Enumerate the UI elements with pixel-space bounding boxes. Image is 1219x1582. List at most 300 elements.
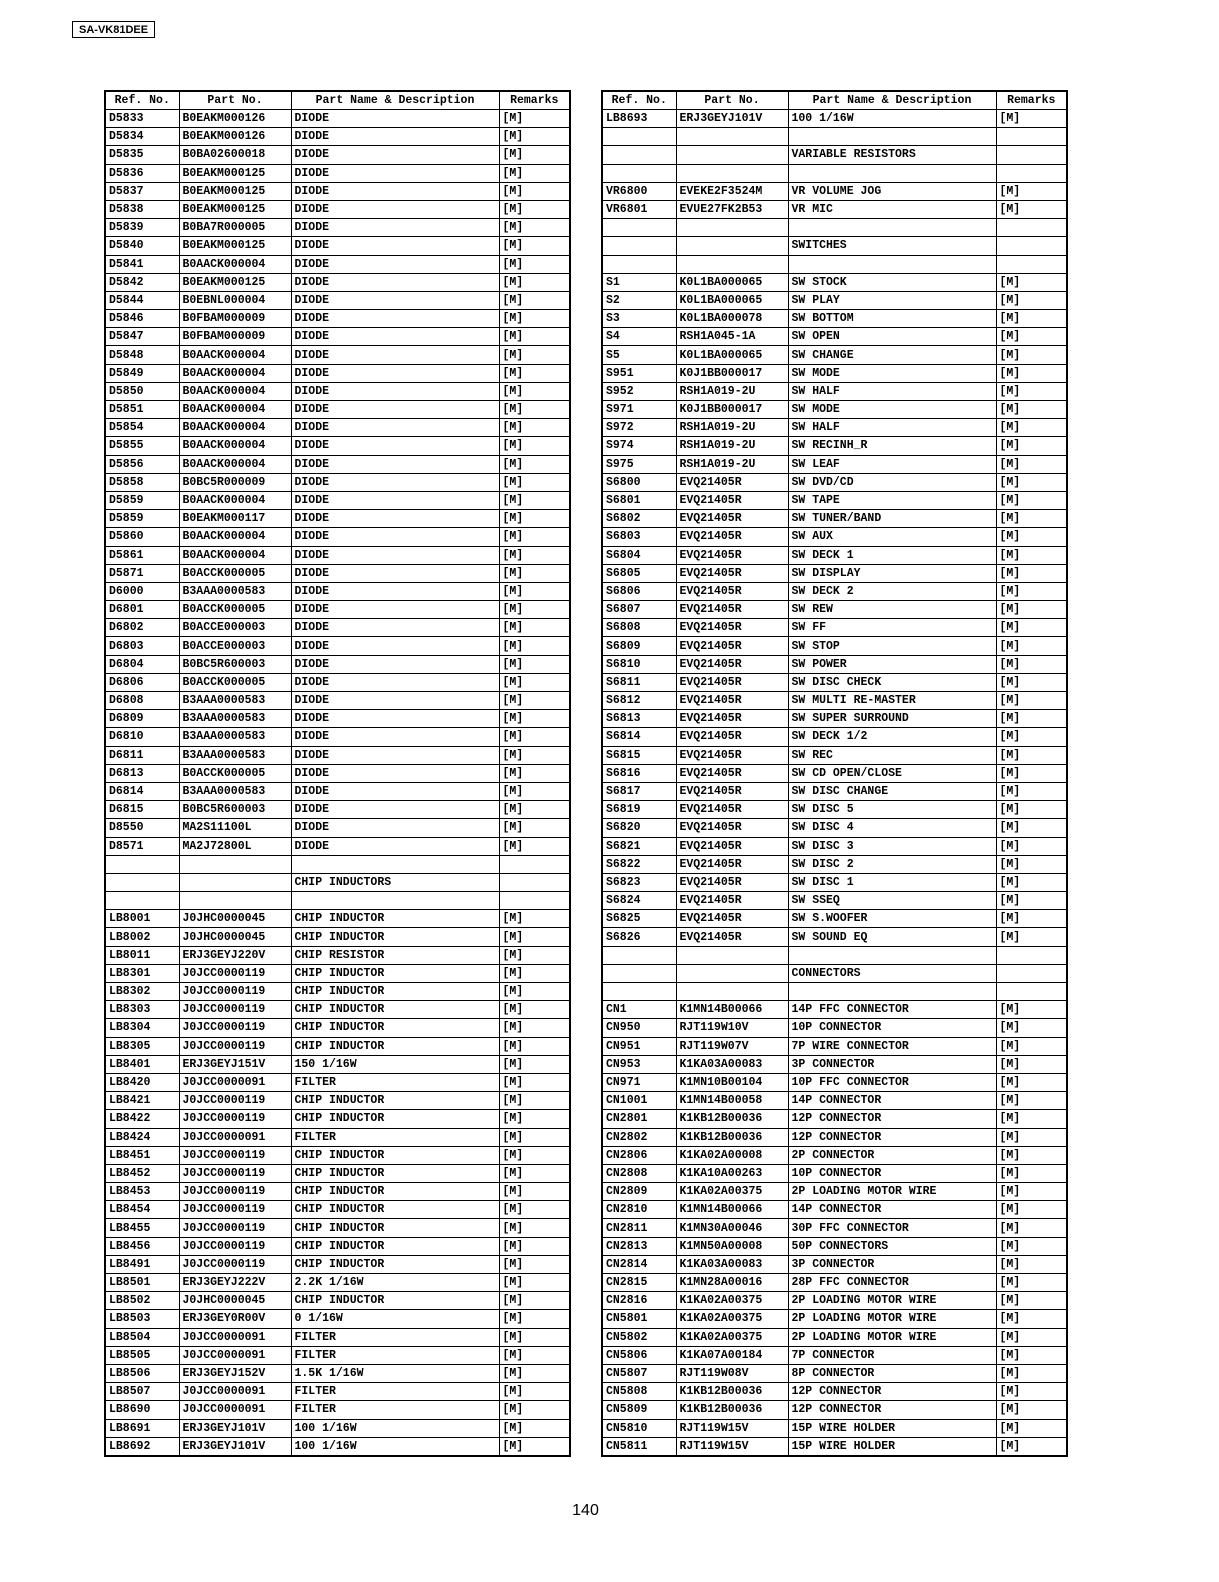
- remarks-cell: [M]: [996, 728, 1067, 746]
- description-cell: DIODE: [291, 582, 499, 600]
- part-no-cell: B0EAKM000125: [179, 237, 291, 255]
- description-cell: 14P CONNECTOR: [788, 1201, 996, 1219]
- part-no-cell: K1KB12B00036: [676, 1401, 788, 1419]
- table-row: [105, 528, 570, 546]
- description-cell: DIODE: [291, 437, 499, 455]
- description-cell: DIODE: [291, 146, 499, 164]
- description-cell: DIODE: [291, 473, 499, 491]
- table-row: [602, 146, 1067, 164]
- table-row: [105, 273, 570, 291]
- remarks-cell: [M]: [996, 1037, 1067, 1055]
- description-cell: 150 1/16W: [291, 1055, 499, 1073]
- description-cell: SW REW: [788, 601, 996, 619]
- table-row: [105, 219, 570, 237]
- remarks-cell: [M]: [996, 819, 1067, 837]
- remarks-cell: [M]: [996, 419, 1067, 437]
- remarks-cell: [M]: [499, 128, 570, 146]
- table-row: [602, 1128, 1067, 1146]
- part-no-cell: B0ACCE000003: [179, 637, 291, 655]
- part-no-cell: EVQ21405R: [676, 655, 788, 673]
- description-cell: VR MIC: [788, 200, 996, 218]
- remarks-cell: [M]: [499, 364, 570, 382]
- ref-no-cell: D6804: [105, 655, 179, 673]
- description-cell: SW DISC CHANGE: [788, 782, 996, 800]
- remarks-cell: [M]: [499, 964, 570, 982]
- ref-no-cell: CN5806: [602, 1346, 676, 1364]
- ref-no-cell: CN2814: [602, 1255, 676, 1273]
- table-row: [105, 637, 570, 655]
- table-row: [602, 983, 1067, 1001]
- remarks-cell: [M]: [996, 437, 1067, 455]
- table-row: [105, 1237, 570, 1255]
- remarks-cell: [M]: [996, 1073, 1067, 1091]
- part-no-cell: J0JCC0000119: [179, 1146, 291, 1164]
- description-cell: SW TAPE: [788, 491, 996, 509]
- part-no-cell: B0AACK000004: [179, 364, 291, 382]
- ref-no-cell: LB8507: [105, 1383, 179, 1401]
- table-row: [602, 964, 1067, 982]
- remarks-cell: [996, 128, 1067, 146]
- table-row: [105, 1092, 570, 1110]
- table-row: [602, 164, 1067, 182]
- remarks-cell: [499, 855, 570, 873]
- description-cell: CHIP INDUCTORS: [291, 873, 499, 891]
- description-cell: DIODE: [291, 801, 499, 819]
- ref-no-cell: CN2810: [602, 1201, 676, 1219]
- table-row: [105, 110, 570, 128]
- table-row: [602, 346, 1067, 364]
- part-no-cell: RJT119W10V: [676, 1019, 788, 1037]
- table-row: [105, 419, 570, 437]
- ref-no-cell: D5849: [105, 364, 179, 382]
- table-row: [602, 910, 1067, 928]
- remarks-cell: [M]: [996, 673, 1067, 691]
- table-row: [105, 928, 570, 946]
- remarks-cell: [M]: [499, 746, 570, 764]
- table-row: [105, 910, 570, 928]
- col-header-part-no: Part No.: [179, 91, 291, 110]
- part-no-cell: K1KA02A00375: [676, 1183, 788, 1201]
- remarks-cell: [M]: [996, 1237, 1067, 1255]
- remarks-cell: [M]: [499, 200, 570, 218]
- remarks-cell: [M]: [499, 1128, 570, 1146]
- description-cell: SW POWER: [788, 655, 996, 673]
- ref-no-cell: LB8304: [105, 1019, 179, 1037]
- description-cell: 2.2K 1/16W: [291, 1274, 499, 1292]
- part-no-cell: EVQ21405R: [676, 728, 788, 746]
- ref-no-cell: LB8693: [602, 110, 676, 128]
- ref-no-cell: S6814: [602, 728, 676, 746]
- table-row: [105, 582, 570, 600]
- description-cell: FILTER: [291, 1401, 499, 1419]
- description-cell: 30P FFC CONNECTOR: [788, 1219, 996, 1237]
- table-row: [602, 473, 1067, 491]
- part-no-cell: J0JCC0000091: [179, 1346, 291, 1364]
- remarks-cell: [M]: [499, 255, 570, 273]
- remarks-cell: [499, 892, 570, 910]
- description-cell: DIODE: [291, 673, 499, 691]
- part-no-cell: B0AACK000004: [179, 455, 291, 473]
- description-cell: 100 1/16W: [291, 1437, 499, 1456]
- part-no-cell: K0L1BA000065: [676, 273, 788, 291]
- part-no-cell: EVQ21405R: [676, 855, 788, 873]
- part-no-cell: B0AACK000004: [179, 401, 291, 419]
- remarks-cell: [M]: [996, 801, 1067, 819]
- remarks-cell: [M]: [996, 1201, 1067, 1219]
- table-row: [105, 673, 570, 691]
- part-no-cell: B0ACCK000005: [179, 601, 291, 619]
- description-cell: SW S.WOOFER: [788, 910, 996, 928]
- part-no-cell: EVQ21405R: [676, 473, 788, 491]
- part-no-cell: B0EAKM000125: [179, 182, 291, 200]
- part-no-cell: ERJ3GEYJ101V: [676, 110, 788, 128]
- remarks-cell: [M]: [996, 382, 1067, 400]
- table-row: [602, 1419, 1067, 1437]
- part-no-cell: J0JCC0000119: [179, 1201, 291, 1219]
- description-cell: SW DISC 2: [788, 855, 996, 873]
- description-cell: SW HALF: [788, 382, 996, 400]
- ref-no-cell: S6804: [602, 546, 676, 564]
- ref-no-cell: D5859: [105, 510, 179, 528]
- part-no-cell: RJT119W07V: [676, 1037, 788, 1055]
- ref-no-cell: D5842: [105, 273, 179, 291]
- table-row: [602, 619, 1067, 637]
- ref-no-cell: [105, 873, 179, 891]
- table-row: [105, 1219, 570, 1237]
- remarks-cell: [M]: [996, 510, 1067, 528]
- table-row: [105, 601, 570, 619]
- ref-no-cell: LB8422: [105, 1110, 179, 1128]
- table-row: [602, 1146, 1067, 1164]
- description-cell: 15P WIRE HOLDER: [788, 1437, 996, 1456]
- ref-no-cell: D6801: [105, 601, 179, 619]
- remarks-cell: [M]: [996, 491, 1067, 509]
- description-cell: SW TUNER/BAND: [788, 510, 996, 528]
- part-no-cell: B0AACK000004: [179, 255, 291, 273]
- description-cell: SW SOUND EQ: [788, 928, 996, 946]
- part-no-cell: [676, 128, 788, 146]
- table-row: [602, 692, 1067, 710]
- description-cell: SW DVD/CD: [788, 473, 996, 491]
- part-no-cell: B0AACK000004: [179, 528, 291, 546]
- table-row: [105, 1437, 570, 1456]
- ref-no-cell: S6825: [602, 910, 676, 928]
- remarks-cell: [M]: [996, 328, 1067, 346]
- remarks-cell: [996, 983, 1067, 1001]
- description-cell: SW PLAY: [788, 291, 996, 309]
- description-cell: DIODE: [291, 619, 499, 637]
- part-no-cell: EVQ21405R: [676, 928, 788, 946]
- table-row: [602, 873, 1067, 891]
- ref-no-cell: D6809: [105, 710, 179, 728]
- remarks-cell: [M]: [499, 1401, 570, 1419]
- remarks-cell: [M]: [499, 1419, 570, 1437]
- description-cell: FILTER: [291, 1346, 499, 1364]
- description-cell: DIODE: [291, 291, 499, 309]
- table-row: [602, 128, 1067, 146]
- remarks-cell: [M]: [996, 655, 1067, 673]
- ref-no-cell: CN951: [602, 1037, 676, 1055]
- ref-no-cell: LB8503: [105, 1310, 179, 1328]
- ref-no-cell: LB8421: [105, 1092, 179, 1110]
- description-cell: 10P FFC CONNECTOR: [788, 1073, 996, 1091]
- table-row: [105, 1419, 570, 1437]
- description-cell: DIODE: [291, 564, 499, 582]
- remarks-cell: [M]: [499, 164, 570, 182]
- ref-no-cell: D5844: [105, 291, 179, 309]
- remarks-cell: [M]: [499, 564, 570, 582]
- part-no-cell: B0BA7R000005: [179, 219, 291, 237]
- ref-no-cell: [602, 983, 676, 1001]
- part-no-cell: B0BA02600018: [179, 146, 291, 164]
- part-no-cell: [676, 983, 788, 1001]
- table-row: [602, 546, 1067, 564]
- description-cell: SW REC: [788, 746, 996, 764]
- part-no-cell: [676, 164, 788, 182]
- table-header-row: [602, 91, 1067, 110]
- remarks-cell: [M]: [499, 1146, 570, 1164]
- ref-no-cell: D5847: [105, 328, 179, 346]
- remarks-cell: [499, 873, 570, 891]
- part-no-cell: [676, 255, 788, 273]
- part-no-cell: K1MN28A00016: [676, 1274, 788, 1292]
- description-cell: DIODE: [291, 782, 499, 800]
- description-cell: DIODE: [291, 346, 499, 364]
- remarks-cell: [M]: [499, 382, 570, 400]
- table-row: [602, 710, 1067, 728]
- ref-no-cell: S971: [602, 401, 676, 419]
- ref-no-cell: VR6800: [602, 182, 676, 200]
- ref-no-cell: D6803: [105, 637, 179, 655]
- description-cell: CHIP INDUCTOR: [291, 983, 499, 1001]
- table-row: [602, 637, 1067, 655]
- ref-no-cell: D5855: [105, 437, 179, 455]
- ref-no-cell: D5871: [105, 564, 179, 582]
- part-no-cell: ERJ3GEYJ151V: [179, 1055, 291, 1073]
- table-row: [105, 1292, 570, 1310]
- ref-no-cell: LB8455: [105, 1219, 179, 1237]
- remarks-cell: [M]: [996, 1146, 1067, 1164]
- table-row: [105, 964, 570, 982]
- ref-no-cell: S6801: [602, 491, 676, 509]
- part-no-cell: K1MN14B00058: [676, 1092, 788, 1110]
- ref-no-cell: [602, 964, 676, 982]
- remarks-cell: [M]: [499, 146, 570, 164]
- table-row: [105, 346, 570, 364]
- part-no-cell: B0AACK000004: [179, 419, 291, 437]
- part-no-cell: J0JCC0000119: [179, 1237, 291, 1255]
- ref-no-cell: S6822: [602, 855, 676, 873]
- ref-no-cell: [105, 892, 179, 910]
- description-cell: SW AUX: [788, 528, 996, 546]
- ref-no-cell: S6812: [602, 692, 676, 710]
- description-cell: CHIP INDUCTOR: [291, 964, 499, 982]
- remarks-cell: [M]: [996, 910, 1067, 928]
- ref-no-cell: D6815: [105, 801, 179, 819]
- part-no-cell: K1MN14B00066: [676, 1201, 788, 1219]
- remarks-cell: [M]: [499, 946, 570, 964]
- table-row: [105, 328, 570, 346]
- remarks-cell: [M]: [996, 364, 1067, 382]
- description-cell: DIODE: [291, 455, 499, 473]
- table-row: [105, 146, 570, 164]
- table-row: [105, 310, 570, 328]
- remarks-cell: [M]: [499, 1346, 570, 1364]
- table-row: [602, 310, 1067, 328]
- part-no-cell: EVQ21405R: [676, 601, 788, 619]
- ref-no-cell: D5838: [105, 200, 179, 218]
- description-cell: 12P CONNECTOR: [788, 1383, 996, 1401]
- table-row: [105, 1310, 570, 1328]
- ref-no-cell: LB8002: [105, 928, 179, 946]
- part-no-cell: ERJ3GEYJ220V: [179, 946, 291, 964]
- ref-no-cell: D5860: [105, 528, 179, 546]
- remarks-cell: [M]: [499, 983, 570, 1001]
- table-row: [105, 510, 570, 528]
- remarks-cell: [M]: [996, 1092, 1067, 1110]
- remarks-cell: [M]: [996, 892, 1067, 910]
- description-cell: 100 1/16W: [788, 110, 996, 128]
- remarks-cell: [996, 946, 1067, 964]
- part-no-cell: ERJ3GEYJ222V: [179, 1274, 291, 1292]
- ref-no-cell: [602, 219, 676, 237]
- col-header-description: Part Name & Description: [788, 91, 996, 110]
- remarks-cell: [M]: [499, 728, 570, 746]
- ref-no-cell: LB8456: [105, 1237, 179, 1255]
- part-no-cell: J0JCC0000119: [179, 1037, 291, 1055]
- part-no-cell: B0EAKM000125: [179, 164, 291, 182]
- remarks-cell: [M]: [499, 1437, 570, 1456]
- ref-no-cell: S6806: [602, 582, 676, 600]
- remarks-cell: [M]: [996, 710, 1067, 728]
- description-cell: FILTER: [291, 1328, 499, 1346]
- table-row: [602, 728, 1067, 746]
- part-no-cell: EVQ21405R: [676, 746, 788, 764]
- remarks-cell: [M]: [996, 110, 1067, 128]
- col-header-remarks: Remarks: [499, 91, 570, 110]
- description-cell: DIODE: [291, 655, 499, 673]
- description-cell: VR VOLUME JOG: [788, 182, 996, 200]
- description-cell: CHIP INDUCTOR: [291, 1001, 499, 1019]
- ref-no-cell: S6807: [602, 601, 676, 619]
- part-no-cell: B0EAKM000126: [179, 128, 291, 146]
- remarks-cell: [M]: [499, 1092, 570, 1110]
- description-cell: CHIP INDUCTOR: [291, 928, 499, 946]
- description-cell: CHIP INDUCTOR: [291, 1019, 499, 1037]
- description-cell: SWITCHES: [788, 237, 996, 255]
- remarks-cell: [996, 146, 1067, 164]
- remarks-cell: [M]: [499, 673, 570, 691]
- remarks-cell: [M]: [996, 855, 1067, 873]
- remarks-cell: [M]: [499, 437, 570, 455]
- table-row: [105, 837, 570, 855]
- description-cell: SW DECK 1/2: [788, 728, 996, 746]
- description-cell: SW STOP: [788, 637, 996, 655]
- description-cell: CHIP INDUCTOR: [291, 1255, 499, 1273]
- table-row: [105, 473, 570, 491]
- remarks-cell: [M]: [499, 401, 570, 419]
- part-no-cell: MA2S11100L: [179, 819, 291, 837]
- ref-no-cell: S6800: [602, 473, 676, 491]
- ref-no-cell: S6817: [602, 782, 676, 800]
- ref-no-cell: D5856: [105, 455, 179, 473]
- description-cell: DIODE: [291, 128, 499, 146]
- description-cell: DIODE: [291, 528, 499, 546]
- ref-no-cell: LB8690: [105, 1401, 179, 1419]
- part-no-cell: EVQ21405R: [676, 764, 788, 782]
- ref-no-cell: D5846: [105, 310, 179, 328]
- part-no-cell: B0EAKM000117: [179, 510, 291, 528]
- table-row: [602, 928, 1067, 946]
- table-row: [602, 655, 1067, 673]
- remarks-cell: [996, 255, 1067, 273]
- description-cell: 2P LOADING MOTOR WIRE: [788, 1292, 996, 1310]
- remarks-cell: [M]: [499, 801, 570, 819]
- ref-no-cell: CN2811: [602, 1219, 676, 1237]
- ref-no-cell: CN5809: [602, 1401, 676, 1419]
- description-cell: [788, 983, 996, 1001]
- part-no-cell: K0J1BB000017: [676, 364, 788, 382]
- part-no-cell: J0JCC0000119: [179, 1219, 291, 1237]
- description-cell: CHIP INDUCTOR: [291, 1164, 499, 1182]
- remarks-cell: [M]: [499, 582, 570, 600]
- remarks-cell: [M]: [499, 1110, 570, 1128]
- description-cell: DIODE: [291, 510, 499, 528]
- remarks-cell: [M]: [996, 1328, 1067, 1346]
- table-row: [602, 364, 1067, 382]
- description-cell: DIODE: [291, 764, 499, 782]
- ref-no-cell: D6000: [105, 582, 179, 600]
- part-no-cell: B0BC5R000009: [179, 473, 291, 491]
- remarks-cell: [M]: [499, 328, 570, 346]
- description-cell: [788, 255, 996, 273]
- remarks-cell: [M]: [996, 1164, 1067, 1182]
- part-no-cell: EVQ21405R: [676, 782, 788, 800]
- description-cell: 15P WIRE HOLDER: [788, 1419, 996, 1437]
- table-row: [602, 1019, 1067, 1037]
- ref-no-cell: D6811: [105, 746, 179, 764]
- table-row: [602, 1346, 1067, 1364]
- ref-no-cell: CN2808: [602, 1164, 676, 1182]
- col-header-ref-no: Ref. No.: [602, 91, 676, 110]
- remarks-cell: [M]: [499, 655, 570, 673]
- remarks-cell: [M]: [996, 1274, 1067, 1292]
- part-no-cell: B0ACCK000005: [179, 764, 291, 782]
- remarks-cell: [M]: [996, 1255, 1067, 1273]
- ref-no-cell: D5839: [105, 219, 179, 237]
- table-row: [602, 1037, 1067, 1055]
- ref-no-cell: S6809: [602, 637, 676, 655]
- description-cell: CHIP INDUCTOR: [291, 1219, 499, 1237]
- part-no-cell: B3AAA0000583: [179, 728, 291, 746]
- table-row: [602, 528, 1067, 546]
- description-cell: DIODE: [291, 546, 499, 564]
- table-row: [602, 892, 1067, 910]
- ref-no-cell: CN2809: [602, 1183, 676, 1201]
- part-no-cell: K1KA02A00375: [676, 1328, 788, 1346]
- ref-no-cell: D6814: [105, 782, 179, 800]
- part-no-cell: RSH1A019-2U: [676, 419, 788, 437]
- remarks-cell: [M]: [996, 1437, 1067, 1456]
- remarks-cell: [M]: [499, 1055, 570, 1073]
- description-cell: DIODE: [291, 728, 499, 746]
- description-cell: 12P CONNECTOR: [788, 1401, 996, 1419]
- table-row: [105, 1037, 570, 1055]
- part-no-cell: EVEKE2F3524M: [676, 182, 788, 200]
- ref-no-cell: LB8452: [105, 1164, 179, 1182]
- remarks-cell: [M]: [996, 619, 1067, 637]
- remarks-cell: [M]: [996, 455, 1067, 473]
